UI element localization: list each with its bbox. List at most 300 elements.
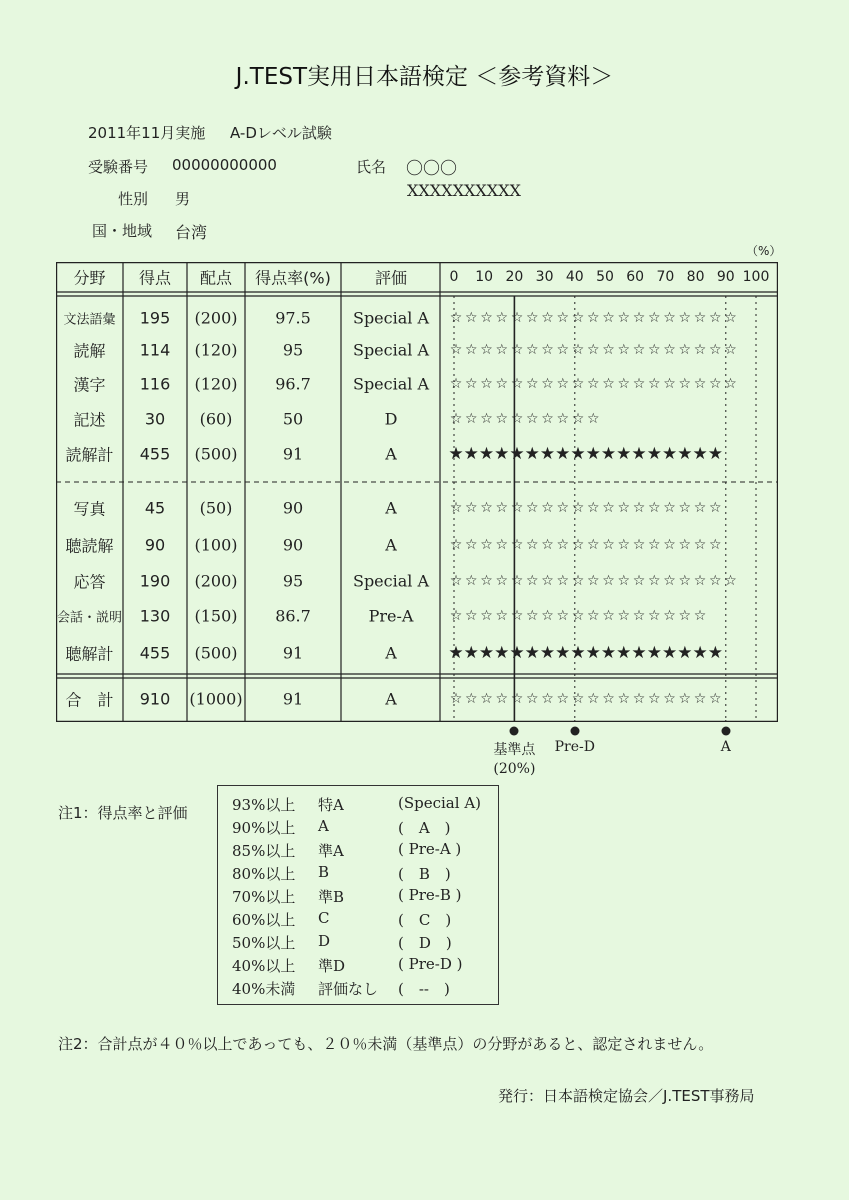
star-icon: ☆ bbox=[617, 608, 631, 624]
row-max: (200) bbox=[194, 308, 238, 328]
star-icon: ☆ bbox=[648, 573, 661, 589]
star-icon: ☆ bbox=[693, 608, 707, 624]
star-icon: ☆ bbox=[709, 310, 722, 326]
star-icon: ☆ bbox=[663, 342, 676, 358]
star-icon: ☆ bbox=[602, 691, 615, 707]
row-field: 会話・説明 bbox=[56, 610, 123, 626]
star-icon: ☆ bbox=[449, 537, 463, 553]
star-icon: ☆ bbox=[709, 500, 722, 516]
star-icon: ☆ bbox=[495, 411, 509, 427]
star-icon: ☆ bbox=[648, 691, 661, 707]
row-rate: 90 bbox=[282, 535, 304, 555]
star-icon: ☆ bbox=[480, 342, 493, 358]
candidate-region-label: 国・地域 bbox=[92, 222, 153, 240]
row-field: 文法語彙 bbox=[63, 312, 116, 328]
filled-star-icon: ★ bbox=[692, 444, 708, 464]
star-icon: ☆ bbox=[525, 691, 539, 707]
filled-star-icon: ★ bbox=[677, 643, 693, 663]
legend-range: 70%以上 bbox=[232, 888, 296, 906]
star-icon: ☆ bbox=[571, 608, 585, 624]
legend-grade: 準B bbox=[318, 888, 345, 906]
star-icon: ☆ bbox=[693, 310, 707, 326]
star-icon: ☆ bbox=[495, 537, 509, 553]
note1-label: 注1：得点率と評価 bbox=[58, 804, 188, 822]
star-icon: ☆ bbox=[617, 691, 631, 707]
star-icon: ☆ bbox=[617, 376, 631, 392]
legend-code: ( C ) bbox=[398, 911, 452, 929]
row-field: 漢字 bbox=[73, 375, 106, 395]
filled-star-icon: ★ bbox=[600, 444, 617, 464]
legend-range: 85%以上 bbox=[232, 842, 296, 860]
star-icon: ☆ bbox=[525, 376, 539, 392]
legend-code: (Special A) bbox=[398, 794, 481, 812]
filled-star-icon: ★ bbox=[707, 444, 723, 464]
filled-star-icon: ★ bbox=[661, 444, 678, 464]
page-title: J.TEST実用日本語検定 ＜参考資料＞ bbox=[235, 64, 614, 90]
marker-dot-icon bbox=[510, 727, 519, 736]
star-icon: ☆ bbox=[632, 310, 646, 326]
star-icon: ☆ bbox=[587, 537, 600, 553]
star-icon: ☆ bbox=[571, 310, 585, 326]
marker-dot-icon bbox=[721, 727, 730, 736]
star-icon: ☆ bbox=[724, 310, 737, 326]
star-icon: ☆ bbox=[449, 691, 463, 707]
star-icon: ☆ bbox=[556, 500, 570, 516]
star-icon: ☆ bbox=[541, 537, 554, 553]
filled-star-icon: ★ bbox=[616, 643, 632, 663]
header-2: 得点 bbox=[138, 268, 172, 288]
star-icon: ☆ bbox=[678, 376, 692, 392]
legend-grade: A bbox=[318, 817, 329, 835]
row-grade: A bbox=[385, 643, 397, 663]
scale-tick: 10 bbox=[475, 269, 494, 285]
star-icon: ☆ bbox=[648, 376, 661, 392]
row-field: 応答 bbox=[73, 572, 106, 592]
legend-code: ( -- ) bbox=[398, 980, 450, 998]
star-icon: ☆ bbox=[449, 310, 463, 326]
star-icon: ☆ bbox=[464, 537, 478, 553]
star-icon: ☆ bbox=[602, 500, 615, 516]
legend-range: 40%以上 bbox=[232, 957, 296, 975]
percent-unit: （%） bbox=[746, 244, 782, 258]
legend-grade: 準D bbox=[318, 957, 346, 975]
star-icon: ☆ bbox=[678, 500, 692, 516]
row-score: 130 bbox=[139, 606, 171, 626]
star-icon: ☆ bbox=[480, 691, 493, 707]
star-icon: ☆ bbox=[510, 691, 524, 707]
star-icon: ☆ bbox=[724, 573, 737, 589]
star-icon: ☆ bbox=[663, 691, 676, 707]
filled-star-icon: ★ bbox=[707, 643, 723, 663]
row-rate: 97.5 bbox=[275, 308, 311, 328]
candidate-id-label: 受験番号 bbox=[88, 158, 149, 176]
star-icon: ☆ bbox=[510, 608, 524, 624]
star-icon: ☆ bbox=[495, 342, 509, 358]
filled-star-icon: ★ bbox=[661, 643, 678, 663]
row-grade: Special A bbox=[352, 340, 430, 360]
candidate-gender-value: 男 bbox=[175, 190, 191, 208]
filled-star-icon: ★ bbox=[585, 444, 601, 464]
star-icon: ☆ bbox=[632, 500, 646, 516]
row-grade: A bbox=[385, 498, 397, 518]
row-max: (200) bbox=[194, 571, 238, 591]
star-icon: ☆ bbox=[724, 376, 737, 392]
star-icon: ☆ bbox=[648, 342, 661, 358]
filled-star-icon: ★ bbox=[524, 444, 540, 464]
row-field: 読解 bbox=[73, 341, 106, 361]
star-icon: ☆ bbox=[525, 573, 539, 589]
legend-code: ( D ) bbox=[398, 934, 452, 952]
star-icon: ☆ bbox=[648, 500, 661, 516]
row-score: 455 bbox=[139, 444, 171, 464]
legend-code: ( B ) bbox=[398, 865, 451, 883]
row-grade: D bbox=[384, 409, 398, 429]
star-icon: ☆ bbox=[449, 376, 463, 392]
star-icon: ☆ bbox=[464, 573, 478, 589]
scale-tick: 90 bbox=[716, 269, 735, 285]
row-grade: Special A bbox=[352, 571, 430, 591]
filled-star-icon: ★ bbox=[555, 444, 571, 464]
star-icon: ☆ bbox=[602, 573, 615, 589]
filled-star-icon: ★ bbox=[570, 643, 586, 663]
row-rate: 95 bbox=[282, 340, 304, 360]
star-icon: ☆ bbox=[602, 376, 615, 392]
star-icon: ☆ bbox=[663, 608, 676, 624]
legend-grade: 評価なし bbox=[318, 980, 379, 998]
filled-star-icon: ★ bbox=[570, 444, 586, 464]
star-icon: ☆ bbox=[587, 608, 600, 624]
row-score: 190 bbox=[139, 571, 171, 591]
legend-grade: D bbox=[318, 932, 331, 950]
star-icon: ☆ bbox=[480, 537, 493, 553]
grade-legend-box bbox=[217, 785, 499, 1005]
row-grade: A bbox=[385, 689, 397, 709]
star-icon: ☆ bbox=[510, 500, 524, 516]
filled-star-icon: ★ bbox=[509, 643, 525, 663]
legend-code: ( Pre-D ) bbox=[398, 955, 463, 973]
row-score: 114 bbox=[139, 340, 171, 360]
row-field: 合 計 bbox=[65, 690, 114, 710]
row-max: (120) bbox=[194, 374, 238, 394]
filled-star-icon: ★ bbox=[616, 444, 632, 464]
row-score: 910 bbox=[139, 689, 171, 709]
candidate-region-value: 台湾 bbox=[175, 223, 208, 242]
star-icon: ☆ bbox=[556, 342, 570, 358]
row-score: 90 bbox=[144, 535, 166, 555]
star-icon: ☆ bbox=[480, 376, 493, 392]
row-score: 30 bbox=[144, 409, 166, 429]
star-icon: ☆ bbox=[602, 342, 615, 358]
star-icon: ☆ bbox=[525, 500, 539, 516]
header-4: 得点率(%) bbox=[255, 268, 331, 288]
row-score: 195 bbox=[139, 308, 171, 328]
star-icon: ☆ bbox=[449, 608, 463, 624]
star-icon: ☆ bbox=[510, 573, 524, 589]
row-max: (50) bbox=[199, 498, 233, 518]
star-icon: ☆ bbox=[678, 691, 692, 707]
star-icon: ☆ bbox=[663, 500, 676, 516]
filled-star-icon: ★ bbox=[600, 643, 617, 663]
star-icon: ☆ bbox=[541, 411, 554, 427]
filled-star-icon: ★ bbox=[448, 444, 464, 464]
star-icon: ☆ bbox=[480, 500, 493, 516]
legend-range: 50%以上 bbox=[232, 934, 296, 952]
star-icon: ☆ bbox=[678, 537, 692, 553]
row-max: (60) bbox=[199, 409, 233, 429]
star-icon: ☆ bbox=[495, 573, 509, 589]
star-icon: ☆ bbox=[541, 310, 554, 326]
star-icon: ☆ bbox=[663, 310, 676, 326]
scale-tick: 40 bbox=[565, 269, 584, 285]
star-icon: ☆ bbox=[724, 342, 737, 358]
star-icon: ☆ bbox=[693, 573, 707, 589]
star-icon: ☆ bbox=[602, 608, 615, 624]
star-icon: ☆ bbox=[464, 376, 478, 392]
star-icon: ☆ bbox=[541, 691, 554, 707]
row-max: (500) bbox=[194, 643, 238, 663]
star-icon: ☆ bbox=[693, 500, 707, 516]
row-rate: 91 bbox=[282, 444, 304, 464]
filled-star-icon: ★ bbox=[677, 444, 693, 464]
legend-code: ( Pre-A ) bbox=[398, 840, 462, 858]
row-grade: A bbox=[385, 444, 397, 464]
row-field: 読解計 bbox=[65, 445, 114, 465]
candidate-name-romaji: XXXXXXXXXX bbox=[407, 181, 521, 200]
row-max: (500) bbox=[194, 444, 238, 464]
filled-star-icon: ★ bbox=[692, 643, 708, 663]
row-grade: Special A bbox=[352, 308, 430, 328]
star-icon: ☆ bbox=[587, 573, 600, 589]
star-icon: ☆ bbox=[648, 608, 661, 624]
star-icon: ☆ bbox=[571, 342, 585, 358]
exam-level: A-Dレベル試験 bbox=[230, 124, 332, 142]
star-icon: ☆ bbox=[709, 376, 722, 392]
filled-star-icon: ★ bbox=[631, 444, 647, 464]
row-max: (150) bbox=[194, 606, 238, 626]
candidate-gender-label: 性別 bbox=[118, 190, 149, 208]
star-icon: ☆ bbox=[587, 691, 600, 707]
star-icon: ☆ bbox=[495, 500, 509, 516]
star-icon: ☆ bbox=[632, 691, 646, 707]
star-icon: ☆ bbox=[571, 573, 585, 589]
scale-tick: 100 bbox=[742, 269, 770, 285]
filled-star-icon: ★ bbox=[539, 444, 556, 464]
row-rate: 96.7 bbox=[275, 374, 311, 394]
results-table bbox=[56, 262, 778, 722]
star-icon: ☆ bbox=[678, 573, 692, 589]
star-icon: ☆ bbox=[571, 500, 585, 516]
star-icon: ☆ bbox=[556, 608, 570, 624]
star-icon: ☆ bbox=[480, 608, 493, 624]
scale-tick: 60 bbox=[626, 269, 645, 285]
row-max: (100) bbox=[194, 535, 238, 555]
legend-grade: B bbox=[318, 863, 330, 881]
header-5: 評価 bbox=[374, 268, 408, 288]
candidate-name-label: 氏名 bbox=[356, 158, 387, 176]
star-icon: ☆ bbox=[464, 411, 478, 427]
star-icon: ☆ bbox=[693, 342, 707, 358]
row-field: 聴解計 bbox=[65, 644, 114, 664]
star-icon: ☆ bbox=[525, 342, 539, 358]
candidate-id-value: 00000000000 bbox=[172, 156, 277, 174]
filled-star-icon: ★ bbox=[494, 643, 510, 663]
legend-code: ( A ) bbox=[398, 819, 451, 837]
star-icon: ☆ bbox=[464, 500, 478, 516]
star-icon: ☆ bbox=[709, 573, 722, 589]
star-icon: ☆ bbox=[480, 411, 493, 427]
star-icon: ☆ bbox=[587, 342, 600, 358]
filled-star-icon: ★ bbox=[478, 643, 495, 663]
row-score: 116 bbox=[139, 374, 171, 394]
star-icon: ☆ bbox=[709, 342, 722, 358]
star-icon: ☆ bbox=[693, 376, 707, 392]
star-icon: ☆ bbox=[449, 500, 463, 516]
star-icon: ☆ bbox=[693, 537, 707, 553]
star-icon: ☆ bbox=[648, 310, 661, 326]
row-grade: Pre-A bbox=[368, 606, 414, 626]
row-field: 記述 bbox=[73, 410, 106, 430]
filled-star-icon: ★ bbox=[448, 643, 464, 663]
filled-star-icon: ★ bbox=[585, 643, 601, 663]
star-icon: ☆ bbox=[617, 500, 631, 516]
star-icon: ☆ bbox=[495, 310, 509, 326]
star-icon: ☆ bbox=[480, 573, 493, 589]
star-icon: ☆ bbox=[678, 310, 692, 326]
star-icon: ☆ bbox=[464, 608, 478, 624]
legend-code: ( Pre-B ) bbox=[398, 886, 462, 904]
star-icon: ☆ bbox=[495, 691, 509, 707]
row-grade: A bbox=[385, 535, 397, 555]
star-icon: ☆ bbox=[602, 310, 615, 326]
marker-label: Pre-D bbox=[554, 739, 595, 755]
header-1: 分野 bbox=[73, 268, 106, 288]
row-rate: 90 bbox=[282, 498, 304, 518]
star-icon: ☆ bbox=[556, 691, 570, 707]
star-icon: ☆ bbox=[709, 691, 722, 707]
star-icon: ☆ bbox=[525, 608, 539, 624]
legend-grade: 準A bbox=[318, 842, 344, 860]
star-icon: ☆ bbox=[678, 342, 692, 358]
filled-star-icon: ★ bbox=[555, 643, 571, 663]
filled-star-icon: ★ bbox=[478, 444, 495, 464]
filled-star-icon: ★ bbox=[524, 643, 540, 663]
row-score: 45 bbox=[144, 498, 166, 518]
star-icon: ☆ bbox=[541, 376, 554, 392]
legend-range: 90%以上 bbox=[232, 819, 296, 837]
row-grade: Special A bbox=[352, 374, 430, 394]
star-icon: ☆ bbox=[571, 411, 585, 427]
candidate-name-value: 〇〇〇 bbox=[406, 159, 457, 179]
star-icon: ☆ bbox=[541, 342, 554, 358]
star-icon: ☆ bbox=[510, 376, 524, 392]
row-field: 聴読解 bbox=[65, 536, 114, 556]
marker-sub-label: (20%) bbox=[493, 761, 536, 777]
exam-date: 2011年11月実施 bbox=[88, 124, 206, 142]
filled-star-icon: ★ bbox=[646, 643, 662, 663]
header-3: 配点 bbox=[199, 268, 233, 288]
star-icon: ☆ bbox=[464, 310, 478, 326]
star-icon: ☆ bbox=[693, 691, 707, 707]
star-icon: ☆ bbox=[541, 608, 554, 624]
legend-range: 80%以上 bbox=[232, 865, 296, 883]
star-icon: ☆ bbox=[678, 608, 692, 624]
star-icon: ☆ bbox=[480, 310, 493, 326]
legend-range: 60%以上 bbox=[232, 911, 296, 929]
row-rate: 91 bbox=[282, 643, 304, 663]
row-rate: 91 bbox=[282, 689, 304, 709]
note2: 注2：合計点が４０％以上であっても、２０％未満（基準点）の分野があると、認定されません。 bbox=[58, 1035, 714, 1053]
star-icon: ☆ bbox=[587, 411, 600, 427]
legend-range: 93%以上 bbox=[232, 796, 296, 814]
star-icon: ☆ bbox=[525, 310, 539, 326]
star-icon: ☆ bbox=[648, 537, 661, 553]
star-icon: ☆ bbox=[632, 342, 646, 358]
star-icon: ☆ bbox=[510, 342, 524, 358]
filled-star-icon: ★ bbox=[509, 444, 525, 464]
filled-star-icon: ★ bbox=[463, 444, 479, 464]
star-icon: ☆ bbox=[617, 342, 631, 358]
scale-tick: 70 bbox=[656, 269, 675, 285]
marker-dot-icon bbox=[570, 727, 579, 736]
star-icon: ☆ bbox=[556, 411, 570, 427]
row-rate: 50 bbox=[282, 409, 304, 429]
scale-tick: 20 bbox=[505, 269, 524, 285]
publisher: 発行：日本語検定協会／J.TEST事務局 bbox=[498, 1087, 755, 1105]
star-icon: ☆ bbox=[510, 310, 524, 326]
star-icon: ☆ bbox=[602, 537, 615, 553]
star-icon: ☆ bbox=[663, 573, 676, 589]
star-icon: ☆ bbox=[587, 310, 600, 326]
star-icon: ☆ bbox=[617, 573, 631, 589]
row-max: (1000) bbox=[189, 689, 243, 709]
star-icon: ☆ bbox=[495, 608, 509, 624]
star-icon: ☆ bbox=[632, 537, 646, 553]
marker-label: A bbox=[720, 739, 731, 755]
filled-star-icon: ★ bbox=[646, 444, 662, 464]
star-icon: ☆ bbox=[510, 411, 524, 427]
star-icon: ☆ bbox=[571, 691, 585, 707]
star-icon: ☆ bbox=[587, 500, 600, 516]
star-icon: ☆ bbox=[617, 310, 631, 326]
legend-grade: 特A bbox=[318, 796, 344, 814]
star-icon: ☆ bbox=[571, 376, 585, 392]
star-icon: ☆ bbox=[556, 376, 570, 392]
star-icon: ☆ bbox=[663, 537, 676, 553]
scale-tick: 0 bbox=[449, 269, 459, 285]
scale-tick: 80 bbox=[686, 269, 705, 285]
row-rate: 86.7 bbox=[275, 606, 311, 626]
star-icon: ☆ bbox=[449, 411, 463, 427]
star-icon: ☆ bbox=[556, 573, 570, 589]
scale-tick: 30 bbox=[535, 269, 554, 285]
star-icon: ☆ bbox=[556, 310, 570, 326]
filled-star-icon: ★ bbox=[463, 643, 479, 663]
filled-star-icon: ★ bbox=[631, 643, 647, 663]
star-icon: ☆ bbox=[587, 376, 600, 392]
row-score: 455 bbox=[139, 643, 171, 663]
star-icon: ☆ bbox=[632, 608, 646, 624]
star-icon: ☆ bbox=[464, 342, 478, 358]
star-icon: ☆ bbox=[525, 411, 539, 427]
star-icon: ☆ bbox=[632, 376, 646, 392]
star-icon: ☆ bbox=[449, 342, 463, 358]
filled-star-icon: ★ bbox=[494, 444, 510, 464]
star-icon: ☆ bbox=[464, 691, 478, 707]
star-icon: ☆ bbox=[541, 500, 554, 516]
star-icon: ☆ bbox=[709, 537, 722, 553]
star-icon: ☆ bbox=[663, 376, 676, 392]
star-icon: ☆ bbox=[571, 537, 585, 553]
